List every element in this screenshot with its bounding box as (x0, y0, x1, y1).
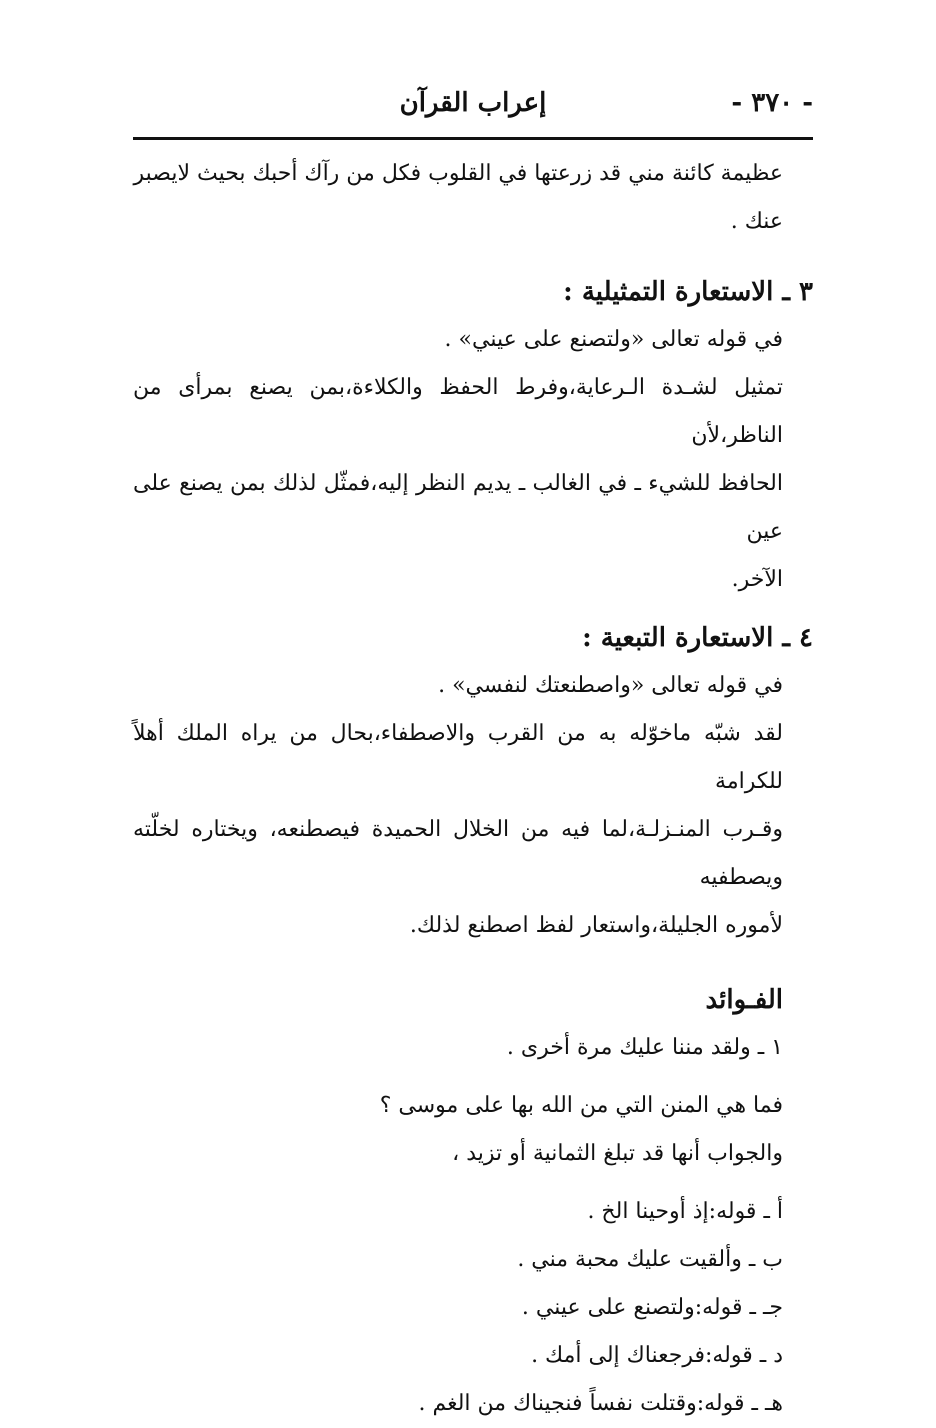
spacer (133, 1178, 783, 1188)
benefits-title: الفـوائد (705, 985, 783, 1015)
list-item: أ ـ قوله:إذ أوحينا الخ . (587, 1199, 783, 1224)
intro-line: عنك . (730, 209, 783, 234)
section-heading: ٣ ـ الاستعارة التمثيلية : (563, 277, 813, 307)
spacer (133, 604, 783, 614)
paragraph-line: لقد شبّه ماخوّله به من القرب والاصطفاء،بحال من يراه الملك أهلاً للكرامة (133, 721, 783, 794)
spacer (133, 1072, 783, 1082)
header-rule (133, 137, 813, 140)
list-item: هـ ـ قوله:وقتلت نفساً فنجيناك من الغم . (418, 1391, 783, 1416)
verse-line: في قوله تعالى «ولتصنع على عيني» . (444, 327, 783, 352)
paragraph-line: تمثيل لشـدة الـرعاية،وفرط الحفظ والكلاءة،بمن يصنع بمرأى من الناظر،لأن (133, 375, 783, 448)
benefit-item: ١ ـ ولقد مننا عليك مرة أخرى . (506, 1035, 783, 1060)
paragraph-line: الحافظ للشيء ـ في الغالب ـ يديم النظر إليه،فمثّل لذلك بمن يصنع على عين (133, 471, 783, 544)
paragraph-line: وقـرب المنـزلـة،لما فيه من الخلال الحميدة فيصطنعه، ويختاره لخلّته ويصطفيه (133, 817, 783, 890)
list-item: ب ـ وألقيت عليك محبة مني . (517, 1247, 783, 1272)
paragraph-line: لأموره الجليلة،واستعار لفظ اصطنع لذلك. (409, 913, 783, 938)
list-item: د ـ قوله:فرجعناك إلى أمك . (531, 1343, 783, 1368)
section-heading: ٤ ـ الاستعارة التبعية : (582, 623, 813, 653)
paragraph-line: الآخر. (731, 567, 783, 592)
list-item: جـ ـ قوله:ولتصنع على عيني . (521, 1295, 783, 1320)
page-number: - ٣٧٠ - (731, 88, 813, 118)
running-title: إعراب القرآن (399, 88, 547, 118)
page-header (133, 88, 813, 128)
benefit-question: فما هي المنن التي من الله بها على موسى ؟ (379, 1093, 783, 1118)
intro-line: عظيمة كائنة مني قد زرعتها في القلوب فكل من رآك أحبك بحيث لايصبر (133, 161, 783, 186)
verse-line: في قوله تعالى «واصطنعتك لنفسي» . (438, 673, 783, 698)
page-body (133, 150, 813, 1428)
spacer (133, 950, 783, 972)
spacer (133, 246, 783, 268)
benefit-answer: والجواب أنها قد تبلغ الثمانية أو تزيد ، (452, 1141, 783, 1166)
